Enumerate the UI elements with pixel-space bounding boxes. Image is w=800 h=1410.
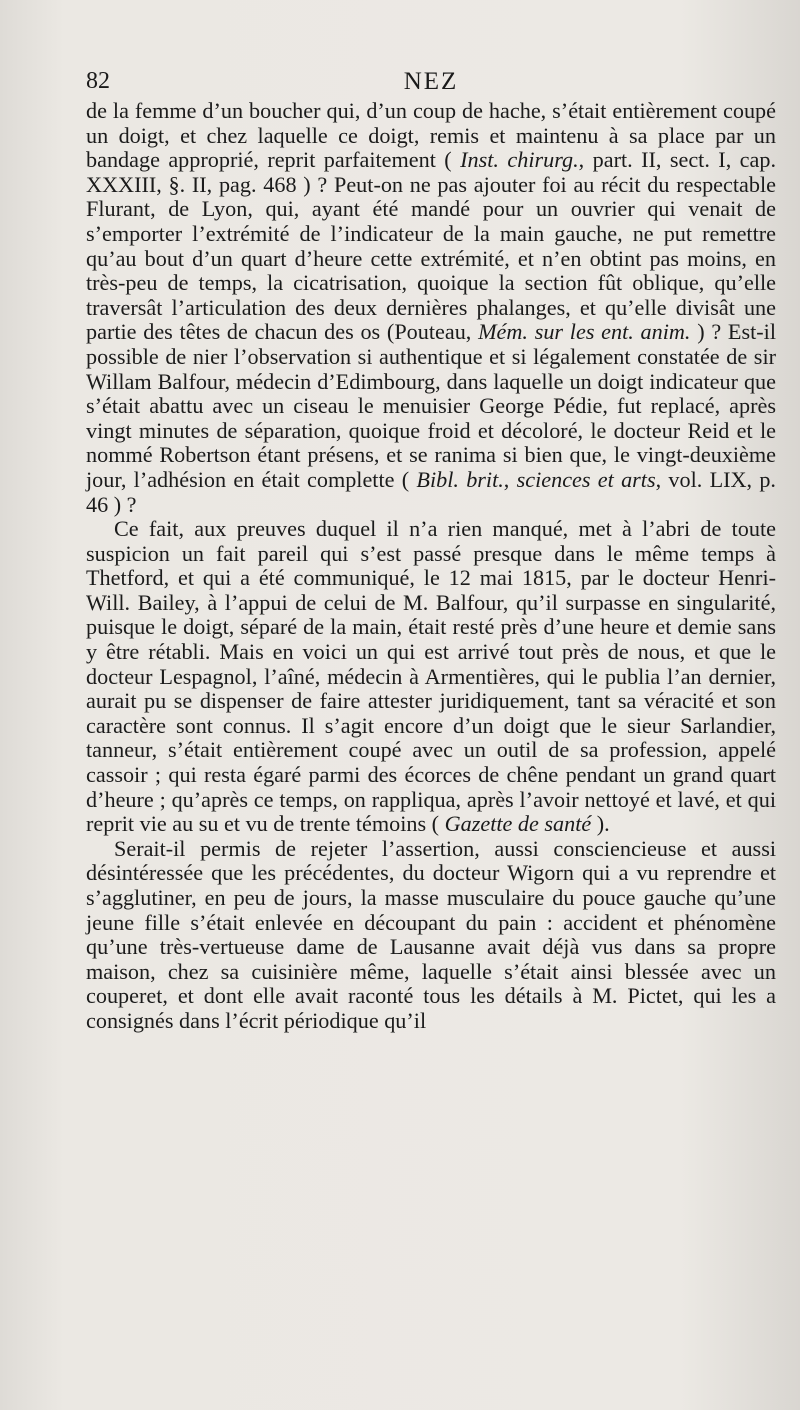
text-run: ). <box>591 811 610 837</box>
text-run: , vol. LIX, p. 46 ) ? <box>86 466 776 517</box>
page-number: 82 <box>86 68 110 94</box>
italic-citation: Gazette de santé <box>444 811 592 837</box>
text-run: , part. II, sect. I, cap. XXXIII, §. II, pag. 468 ) ? Peut-on ne pas ajouter foi au récit du respectable Flurant, de Lyon, qui, ayant été mandé pour un ouvrier qui venait de s’emporter l’extrémité de l’indicateur de la main gauche, ne put remettre qu’au bout d’un quart d’heure cette extrémité, et n’en obtint pas moins, en très-peu de temps, la cicatrisation, quoique la section fût oblique, qu’elle traversât l’articulation des deux dernières phalanges, et qu’elle divisât une partie des têtes de chacun des os (Pouteau, <box>86 147 776 345</box>
text-run: , <box>503 466 517 492</box>
paragraph <box>86 837 776 1034</box>
italic-citation: sciences et arts <box>516 466 656 492</box>
body-text <box>86 99 776 1034</box>
italic-citation: Inst. chirurg. <box>460 147 579 173</box>
bleed-through-shadow <box>380 1262 740 1332</box>
running-head: NEZ <box>403 68 459 95</box>
text-run: de la femme d’un boucher qui, d’un coup de hache, s’était entièrement coupé un doigt, et chez laquelle ce doigt, remis et maintenu à sa place par un bandage approprié, reprit parfaitement ( <box>86 98 776 173</box>
text-run: Serait-il permis de rejeter l’assertion, aussi consciencieuse et aussi désintéressée que les précédentes, du docteur Wigorn qui a vu reprendre et s’agglutiner, en peu de jours, la masse musculaire du pouce gauche qu’une jeune fille s’était enlevée en découpant du pain : accident et phénomène qu’une très-vertueuse dame de Lausanne avait déjà vus dans sa propre maison, chez sa cuisinière même, laquelle s’était ainsi blessée avec un couperet, et dont elle avait raconté tous les détails à M. Pictet, qui les a consignés dans l’écrit périodique qu’il <box>86 835 776 1033</box>
page-header <box>86 68 776 100</box>
italic-citation: Mém. sur les ent. anim. <box>478 319 691 345</box>
paragraph <box>86 99 776 517</box>
text-run: ) ? Est-il possible de nier l’observation si authentique et si légalement constatée de sir Willam Balfour, médecin d’Edimbourg, dans laquelle un doigt indicateur que s’était abattu avec un ciseau le menuisier George Pédie, fut replacé, après vingt minutes de séparation, quoique froid et décoloré, le docteur Reid et le nommé Robertson étant présens, et se ranima si bien que, le vingt-deuxième jour, l’adhésion en était complette ( <box>86 319 776 492</box>
paragraph <box>86 517 776 837</box>
italic-citation: Bibl. brit. <box>416 466 504 492</box>
text-run: Ce fait, aux preuves duquel il n’a rien manqué, met à l’abri de toute suspicion un fait pareil qui s’est passé presque dans le même temps à Thetford, et qui a été communiqué, le 12 mai 1815, par le docteur Henri-Will. Bailey, à l’appui de celui de M. Balfour, qu’il surpasse en singularité, puisque le doigt, séparé de la main, était resté près d’une heure et demie sans y être rétabli. Mais en voici un qui est arrivé tout près de nous, et que le docteur Lespagnol, l’aîné, médecin à Armentières, qui le publia l’an dernier, aurait pu se dispenser de faire attester juridiquement, tant sa véracité et son caractère sont connus. Il s’agit encore d’un doigt que le sieur Sarlandier, tanneur, s’était entièrement coupé avec un outil de sa profession, appelé cassoir ; qui resta égaré parmi des écorces de chêne pendant un grand quart d’heure ; qu’après ce temps, on rappliqua, après l’avoir nettoyé et lavé, et qui reprit vie au su et vu de trente témoins ( <box>86 516 776 837</box>
